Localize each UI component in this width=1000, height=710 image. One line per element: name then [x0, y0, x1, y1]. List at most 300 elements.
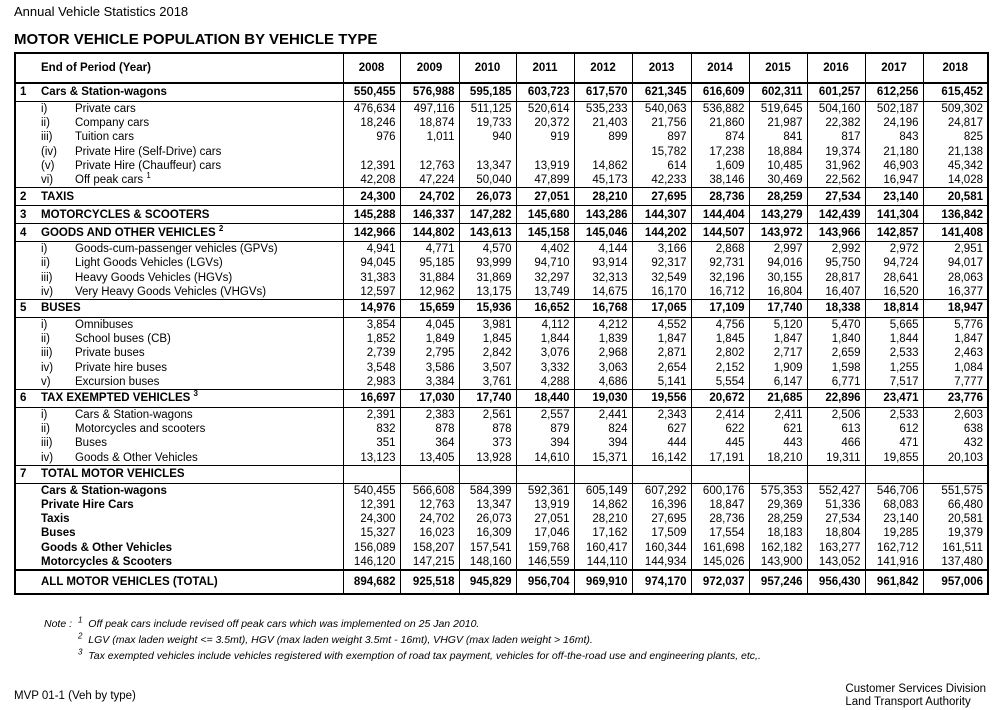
value-cell [400, 465, 459, 483]
row-label: TAX EXEMPTED VEHICLES [41, 392, 191, 405]
row-index: (v) [41, 159, 55, 172]
value-cell: 2,842 [459, 346, 516, 360]
value-cell: 137,480 [923, 555, 988, 570]
value-cell: 613 [807, 422, 865, 436]
value-cell [574, 145, 632, 159]
value-cell [459, 145, 516, 159]
value-cell: 32,196 [691, 271, 749, 285]
value-cell: 2,951 [923, 242, 988, 257]
year-header: 2008 [343, 53, 400, 83]
value-cell: 540,063 [632, 102, 691, 117]
note-line [44, 632, 761, 648]
value-cell [459, 465, 516, 483]
value-cell: 615,452 [923, 83, 988, 102]
division-name: Customer Services Division [845, 683, 986, 695]
total-row [15, 483, 988, 498]
value-cell: 27,051 [516, 188, 574, 206]
value-cell: 66,480 [923, 498, 988, 512]
row-label: Very Heavy Goods Vehicles (VHGVs) [75, 285, 267, 298]
value-cell: 5,776 [923, 318, 988, 333]
value-cell: 16,309 [459, 526, 516, 540]
notes-section [44, 616, 761, 664]
row-label: Off peak cars [75, 174, 144, 187]
value-cell: 925,518 [400, 570, 459, 594]
value-cell: 16,697 [343, 390, 400, 408]
row-label: Heavy Goods Vehicles (HGVs) [75, 271, 233, 284]
value-cell: 4,756 [691, 318, 749, 333]
value-cell: 2,506 [807, 408, 865, 423]
value-cell: 14,862 [574, 159, 632, 173]
value-cell: 161,698 [691, 541, 749, 555]
value-cell: 15,936 [459, 300, 516, 318]
value-cell [574, 465, 632, 483]
value-cell: 19,379 [923, 526, 988, 540]
value-cell: 27,695 [632, 188, 691, 206]
table-header-row [15, 53, 988, 83]
value-cell: 38,146 [691, 173, 749, 188]
value-cell: 3,854 [343, 318, 400, 333]
value-cell: 550,455 [343, 83, 400, 102]
row-index: iii) [41, 271, 53, 284]
value-cell: 42,208 [343, 173, 400, 188]
value-cell: 471 [865, 436, 923, 450]
row-index: iii) [41, 347, 53, 360]
value-cell: 146,559 [516, 555, 574, 570]
value-cell: 13,405 [400, 451, 459, 466]
value-cell: 519,645 [749, 102, 807, 117]
value-cell: 894,682 [343, 570, 400, 594]
value-cell: 32,313 [574, 271, 632, 285]
value-cell: 28,736 [691, 512, 749, 526]
section-row [15, 300, 988, 318]
value-cell: 595,185 [459, 83, 516, 102]
value-cell: 23,140 [865, 512, 923, 526]
value-cell: 956,430 [807, 570, 865, 594]
row-label: Private Hire (Chauffeur) cars [75, 159, 222, 172]
value-cell [749, 465, 807, 483]
value-cell [923, 465, 988, 483]
value-cell: 142,966 [343, 224, 400, 242]
value-cell: 5,470 [807, 318, 865, 333]
value-cell: 2,561 [459, 408, 516, 423]
value-cell: 444 [632, 436, 691, 450]
value-cell: 509,302 [923, 102, 988, 117]
value-cell: 17,238 [691, 145, 749, 159]
row-index: i) [41, 103, 48, 115]
value-cell: 535,233 [574, 102, 632, 117]
value-cell: 92,317 [632, 256, 691, 270]
value-cell: 1,849 [400, 332, 459, 346]
value-cell: 476,634 [343, 102, 400, 117]
value-cell: 2,997 [749, 242, 807, 257]
value-cell: 2,533 [865, 346, 923, 360]
value-cell: 94,710 [516, 256, 574, 270]
value-cell: 22,562 [807, 173, 865, 188]
value-cell: 2,983 [343, 375, 400, 390]
table-row [15, 130, 988, 144]
value-cell: 17,030 [400, 390, 459, 408]
row-index: ii) [41, 257, 50, 270]
value-cell: 14,862 [574, 498, 632, 512]
value-cell: 27,534 [807, 512, 865, 526]
value-cell: 93,999 [459, 256, 516, 270]
note-marker: 3 [78, 647, 83, 657]
value-cell: 17,740 [749, 300, 807, 318]
year-header: 2015 [749, 53, 807, 83]
value-cell: 536,882 [691, 102, 749, 117]
value-cell: 144,934 [632, 555, 691, 570]
value-cell: 144,802 [400, 224, 459, 242]
value-cell: 28,641 [865, 271, 923, 285]
value-cell: 163,277 [807, 541, 865, 555]
value-cell: 50,040 [459, 173, 516, 188]
value-cell: 638 [923, 422, 988, 436]
value-cell: 27,051 [516, 512, 574, 526]
value-cell: 19,311 [807, 451, 865, 466]
value-cell: 142,439 [807, 206, 865, 224]
value-cell: 3,063 [574, 361, 632, 375]
row-label: Cars & Station-wagons [41, 86, 167, 99]
value-cell: 23,776 [923, 390, 988, 408]
row-label-cell [37, 271, 343, 285]
value-cell: 878 [459, 422, 516, 436]
value-cell: 897 [632, 130, 691, 144]
value-cell: 2,343 [632, 408, 691, 423]
value-cell: 2,391 [343, 408, 400, 423]
row-label: Motorcycles and scooters [75, 423, 206, 436]
value-cell: 1,839 [574, 332, 632, 346]
note-line [44, 648, 761, 664]
value-cell: 2,739 [343, 346, 400, 360]
value-cell: 832 [343, 422, 400, 436]
value-cell: 19,285 [865, 526, 923, 540]
value-cell: 16,170 [632, 285, 691, 300]
row-label: Goods & Other Vehicles [75, 451, 198, 464]
value-cell: 4,402 [516, 242, 574, 257]
row-label: TAXIS [41, 190, 75, 203]
table-row [15, 159, 988, 173]
value-cell: 16,652 [516, 300, 574, 318]
value-cell: 31,869 [459, 271, 516, 285]
table-row [15, 256, 988, 270]
year-header: 2011 [516, 53, 574, 83]
value-cell: 144,404 [691, 206, 749, 224]
section-row [15, 224, 988, 242]
value-cell: 2,414 [691, 408, 749, 423]
value-cell: 20,372 [516, 116, 574, 130]
row-label-cell [37, 512, 343, 526]
value-cell: 18,814 [865, 300, 923, 318]
section-row [15, 465, 988, 483]
value-cell: 27,695 [632, 512, 691, 526]
value-cell: 12,763 [400, 159, 459, 173]
value-cell: 18,338 [807, 300, 865, 318]
row-label: Private cars [75, 103, 136, 115]
value-cell: 4,771 [400, 242, 459, 257]
value-cell: 13,123 [343, 451, 400, 466]
value-cell: 15,371 [574, 451, 632, 466]
value-cell: 17,065 [632, 300, 691, 318]
value-cell: 540,455 [343, 483, 400, 498]
value-cell [516, 145, 574, 159]
value-cell: 566,608 [400, 483, 459, 498]
value-cell: 3,761 [459, 375, 516, 390]
value-cell: 12,391 [343, 498, 400, 512]
value-cell: 13,347 [459, 159, 516, 173]
value-cell: 18,210 [749, 451, 807, 466]
row-label: GOODS AND OTHER VEHICLES [41, 226, 216, 239]
value-cell: 3,981 [459, 318, 516, 333]
vehicle-population-table [14, 52, 989, 595]
row-label: Private Hire (Self-Drive) cars [75, 145, 222, 158]
authority-name: Land Transport Authority [845, 696, 971, 708]
row-index: (iv) [41, 145, 57, 158]
value-cell: 351 [343, 436, 400, 450]
year-header: 2016 [807, 53, 865, 83]
value-cell: 143,613 [459, 224, 516, 242]
value-cell: 974,170 [632, 570, 691, 594]
value-cell: 1,011 [400, 130, 459, 144]
table-row [15, 145, 988, 159]
value-cell: 607,292 [632, 483, 691, 498]
value-cell: 614 [632, 159, 691, 173]
value-cell: 23,471 [865, 390, 923, 408]
row-label: Private buses [75, 347, 145, 360]
value-cell: 15,659 [400, 300, 459, 318]
table-row [15, 242, 988, 257]
row-label: Buses [41, 527, 76, 540]
row-label: Company cars [75, 117, 150, 130]
value-cell: 21,987 [749, 116, 807, 130]
row-label-cell [37, 555, 343, 570]
value-cell: 94,016 [749, 256, 807, 270]
note-text: LGV (max laden weight <= 3.5mt), HGV (max laden weight 3.5mt - 16mt), VHGV (max laden weight > 16mt). [88, 634, 593, 646]
value-cell: 5,554 [691, 375, 749, 390]
row-index: iv) [41, 285, 54, 298]
value-cell: 19,855 [865, 451, 923, 466]
value-cell [865, 465, 923, 483]
value-cell: 148,160 [459, 555, 516, 570]
row-index: iv) [41, 361, 54, 374]
value-cell: 2,603 [923, 408, 988, 423]
row-label: Omnibuses [75, 319, 134, 332]
year-header: 2018 [923, 53, 988, 83]
value-cell: 20,103 [923, 451, 988, 466]
value-cell: 2,654 [632, 361, 691, 375]
value-cell: 1,844 [516, 332, 574, 346]
year-header: 2017 [865, 53, 923, 83]
value-cell: 24,702 [400, 188, 459, 206]
note-text: Tax exempted vehicles include vehicles registered with exemption of road tax payment, vehicles for off-the-road use and engineering plants, etc,. [88, 650, 761, 662]
value-cell: 141,304 [865, 206, 923, 224]
row-label-cell [37, 285, 343, 300]
value-cell: 16,023 [400, 526, 459, 540]
value-cell: 47,224 [400, 173, 459, 188]
row-label-cell [37, 145, 343, 159]
row-label-cell [37, 346, 343, 360]
value-cell: 18,183 [749, 526, 807, 540]
value-cell: 145,158 [516, 224, 574, 242]
value-cell: 957,006 [923, 570, 988, 594]
value-cell: 29,369 [749, 498, 807, 512]
value-cell: 1,847 [632, 332, 691, 346]
value-cell: 443 [749, 436, 807, 450]
value-cell: 373 [459, 436, 516, 450]
value-cell: 511,125 [459, 102, 516, 117]
value-cell: 2,411 [749, 408, 807, 423]
value-cell: 24,817 [923, 116, 988, 130]
value-cell: 143,286 [574, 206, 632, 224]
table-row [15, 173, 988, 188]
row-label-cell [37, 570, 343, 594]
value-cell: 16,407 [807, 285, 865, 300]
total-row [15, 526, 988, 540]
section-number: 1 [15, 83, 37, 102]
value-cell: 14,675 [574, 285, 632, 300]
value-cell: 28,259 [749, 188, 807, 206]
value-cell: 18,847 [691, 498, 749, 512]
value-cell: 45,342 [923, 159, 988, 173]
value-cell: 2,152 [691, 361, 749, 375]
value-cell: 31,962 [807, 159, 865, 173]
value-cell: 21,138 [923, 145, 988, 159]
value-cell: 552,427 [807, 483, 865, 498]
value-cell: 3,076 [516, 346, 574, 360]
value-cell: 92,731 [691, 256, 749, 270]
row-index: iii) [41, 437, 53, 450]
value-cell: 551,575 [923, 483, 988, 498]
row-label-cell [37, 483, 343, 498]
row-label: Excursion buses [75, 375, 160, 388]
value-cell [807, 465, 865, 483]
table-code: MVP 01-1 (Veh by type) [14, 690, 136, 702]
value-cell: 1,609 [691, 159, 749, 173]
document-header: Annual Vehicle Statistics 2018 [14, 4, 189, 19]
value-cell: 24,300 [343, 188, 400, 206]
value-cell: 158,207 [400, 541, 459, 555]
value-cell: 146,337 [400, 206, 459, 224]
note-marker: 2 [78, 631, 83, 641]
value-cell: 879 [516, 422, 574, 436]
footnote-marker: 3 [193, 389, 198, 399]
value-cell: 161,511 [923, 541, 988, 555]
value-cell: 825 [923, 130, 988, 144]
value-cell: 957,246 [749, 570, 807, 594]
value-cell: 6,147 [749, 375, 807, 390]
value-cell: 28,736 [691, 188, 749, 206]
value-cell: 145,288 [343, 206, 400, 224]
section-row [15, 188, 988, 206]
value-cell: 4,570 [459, 242, 516, 257]
value-cell: 32,549 [632, 271, 691, 285]
row-label: ALL MOTOR VEHICLES (TOTAL) [41, 575, 218, 588]
footnote-marker: 2 [218, 223, 224, 233]
value-cell: 17,191 [691, 451, 749, 466]
value-cell: 4,045 [400, 318, 459, 333]
value-cell: 23,140 [865, 188, 923, 206]
value-cell: 972,037 [691, 570, 749, 594]
value-cell: 20,581 [923, 188, 988, 206]
value-cell: 145,680 [516, 206, 574, 224]
value-cell: 144,507 [691, 224, 749, 242]
value-cell [691, 465, 749, 483]
row-label: Motorcycles & Scooters [41, 555, 173, 568]
value-cell: 22,896 [807, 390, 865, 408]
value-cell: 156,089 [343, 541, 400, 555]
row-label-cell [37, 541, 343, 555]
value-cell: 18,947 [923, 300, 988, 318]
value-cell: 31,884 [400, 271, 459, 285]
value-cell: 602,311 [749, 83, 807, 102]
row-label-cell [37, 130, 343, 144]
value-cell: 28,210 [574, 188, 632, 206]
value-cell: 16,712 [691, 285, 749, 300]
value-cell: 616,609 [691, 83, 749, 102]
value-cell: 10,485 [749, 159, 807, 173]
value-cell: 159,768 [516, 541, 574, 555]
row-label: Cars & Station-wagons [41, 484, 167, 497]
value-cell: 592,361 [516, 483, 574, 498]
value-cell: 18,440 [516, 390, 574, 408]
value-cell: 13,919 [516, 498, 574, 512]
table-row [15, 271, 988, 285]
row-label-cell [37, 361, 343, 375]
row-label-cell [37, 408, 343, 423]
value-cell: 20,581 [923, 512, 988, 526]
value-cell: 47,899 [516, 173, 574, 188]
table-row [15, 346, 988, 360]
value-cell: 26,073 [459, 512, 516, 526]
value-cell: 28,259 [749, 512, 807, 526]
row-label-cell [37, 526, 343, 540]
value-cell: 956,704 [516, 570, 574, 594]
row-index: iv) [41, 451, 54, 464]
value-cell: 627 [632, 422, 691, 436]
year-header: 2013 [632, 53, 691, 83]
value-cell: 5,120 [749, 318, 807, 333]
total-row [15, 541, 988, 555]
value-cell: 2,533 [865, 408, 923, 423]
row-label: Buses [75, 437, 107, 450]
value-cell: 1,852 [343, 332, 400, 346]
value-cell: 17,509 [632, 526, 691, 540]
note-text: Off peak cars include revised off peak cars which was implemented on 25 Jan 2010. [88, 618, 480, 630]
value-cell: 621,345 [632, 83, 691, 102]
section-number: 2 [15, 188, 37, 206]
row-label-cell [37, 173, 343, 188]
row-label: Goods-cum-passenger vehicles (GPVs) [75, 243, 278, 256]
row-label-cell [37, 375, 343, 390]
value-cell: 13,749 [516, 285, 574, 300]
value-cell: 940 [459, 130, 516, 144]
footnote-marker: 1 [146, 171, 151, 181]
value-cell: 16,947 [865, 173, 923, 188]
value-cell: 13,175 [459, 285, 516, 300]
value-cell: 817 [807, 130, 865, 144]
value-cell: 5,141 [632, 375, 691, 390]
value-cell: 162,182 [749, 541, 807, 555]
value-cell: 144,110 [574, 555, 632, 570]
row-index: i) [41, 243, 48, 256]
value-cell: 1,844 [865, 332, 923, 346]
section-number: 7 [15, 465, 37, 483]
value-cell: 30,155 [749, 271, 807, 285]
value-cell: 14,976 [343, 300, 400, 318]
row-label: BUSES [41, 302, 81, 315]
value-cell: 6,771 [807, 375, 865, 390]
value-cell: 1,840 [807, 332, 865, 346]
row-label-cell [37, 102, 343, 117]
